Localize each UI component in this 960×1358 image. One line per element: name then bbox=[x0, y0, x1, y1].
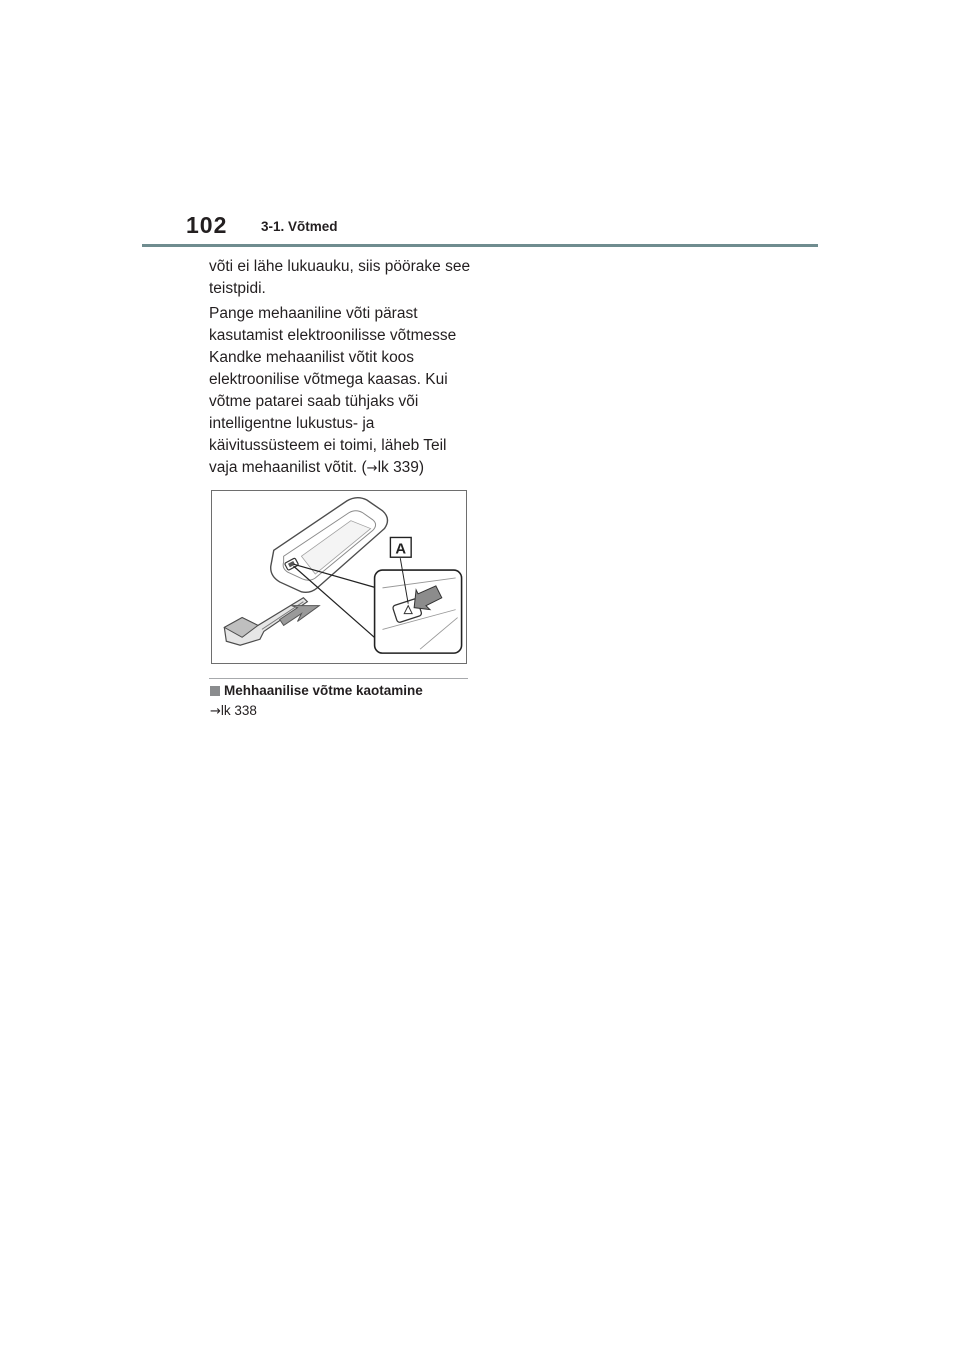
subsection-divider bbox=[209, 678, 468, 679]
page-number: 102 bbox=[186, 212, 228, 238]
key-removal-diagram bbox=[212, 491, 466, 663]
arrow-right-icon: → bbox=[210, 704, 221, 719]
key-illustration bbox=[211, 490, 467, 664]
paragraph-text: võti ei lähe lukuauku, siis pöörake see teistpidi. bbox=[209, 258, 471, 297]
paragraph-text: Pange mehaaniline võti pärast kasutamist elektroonilisse võtmesse Kandke mehaanilist võtit koos elektroonilise võtmega kaasas. Kui võtme patarei saab tühjaks või intelligentne lukustus- ja käivitussüsteem ei toimi, läheb Teil vaja mehaanilist võtit. ( bbox=[209, 305, 457, 476]
callout-label-a: A bbox=[395, 541, 407, 558]
arrow-right-icon: → bbox=[366, 461, 378, 476]
page-reference-link[interactable]: lk 339) bbox=[377, 459, 425, 476]
section-title: 3-1. Võtmed bbox=[261, 219, 338, 234]
subsection-reference[interactable] bbox=[210, 703, 257, 719]
paragraph-key-orientation bbox=[209, 256, 471, 300]
header-divider bbox=[142, 244, 818, 247]
paragraph-key-storage bbox=[209, 303, 471, 480]
square-bullet-icon bbox=[210, 686, 220, 696]
subsection-heading-text: Mehhaanilise võtme kaotamine bbox=[224, 683, 423, 698]
subsection-heading bbox=[210, 683, 423, 698]
page-reference-link[interactable]: lk 338 bbox=[220, 703, 257, 718]
